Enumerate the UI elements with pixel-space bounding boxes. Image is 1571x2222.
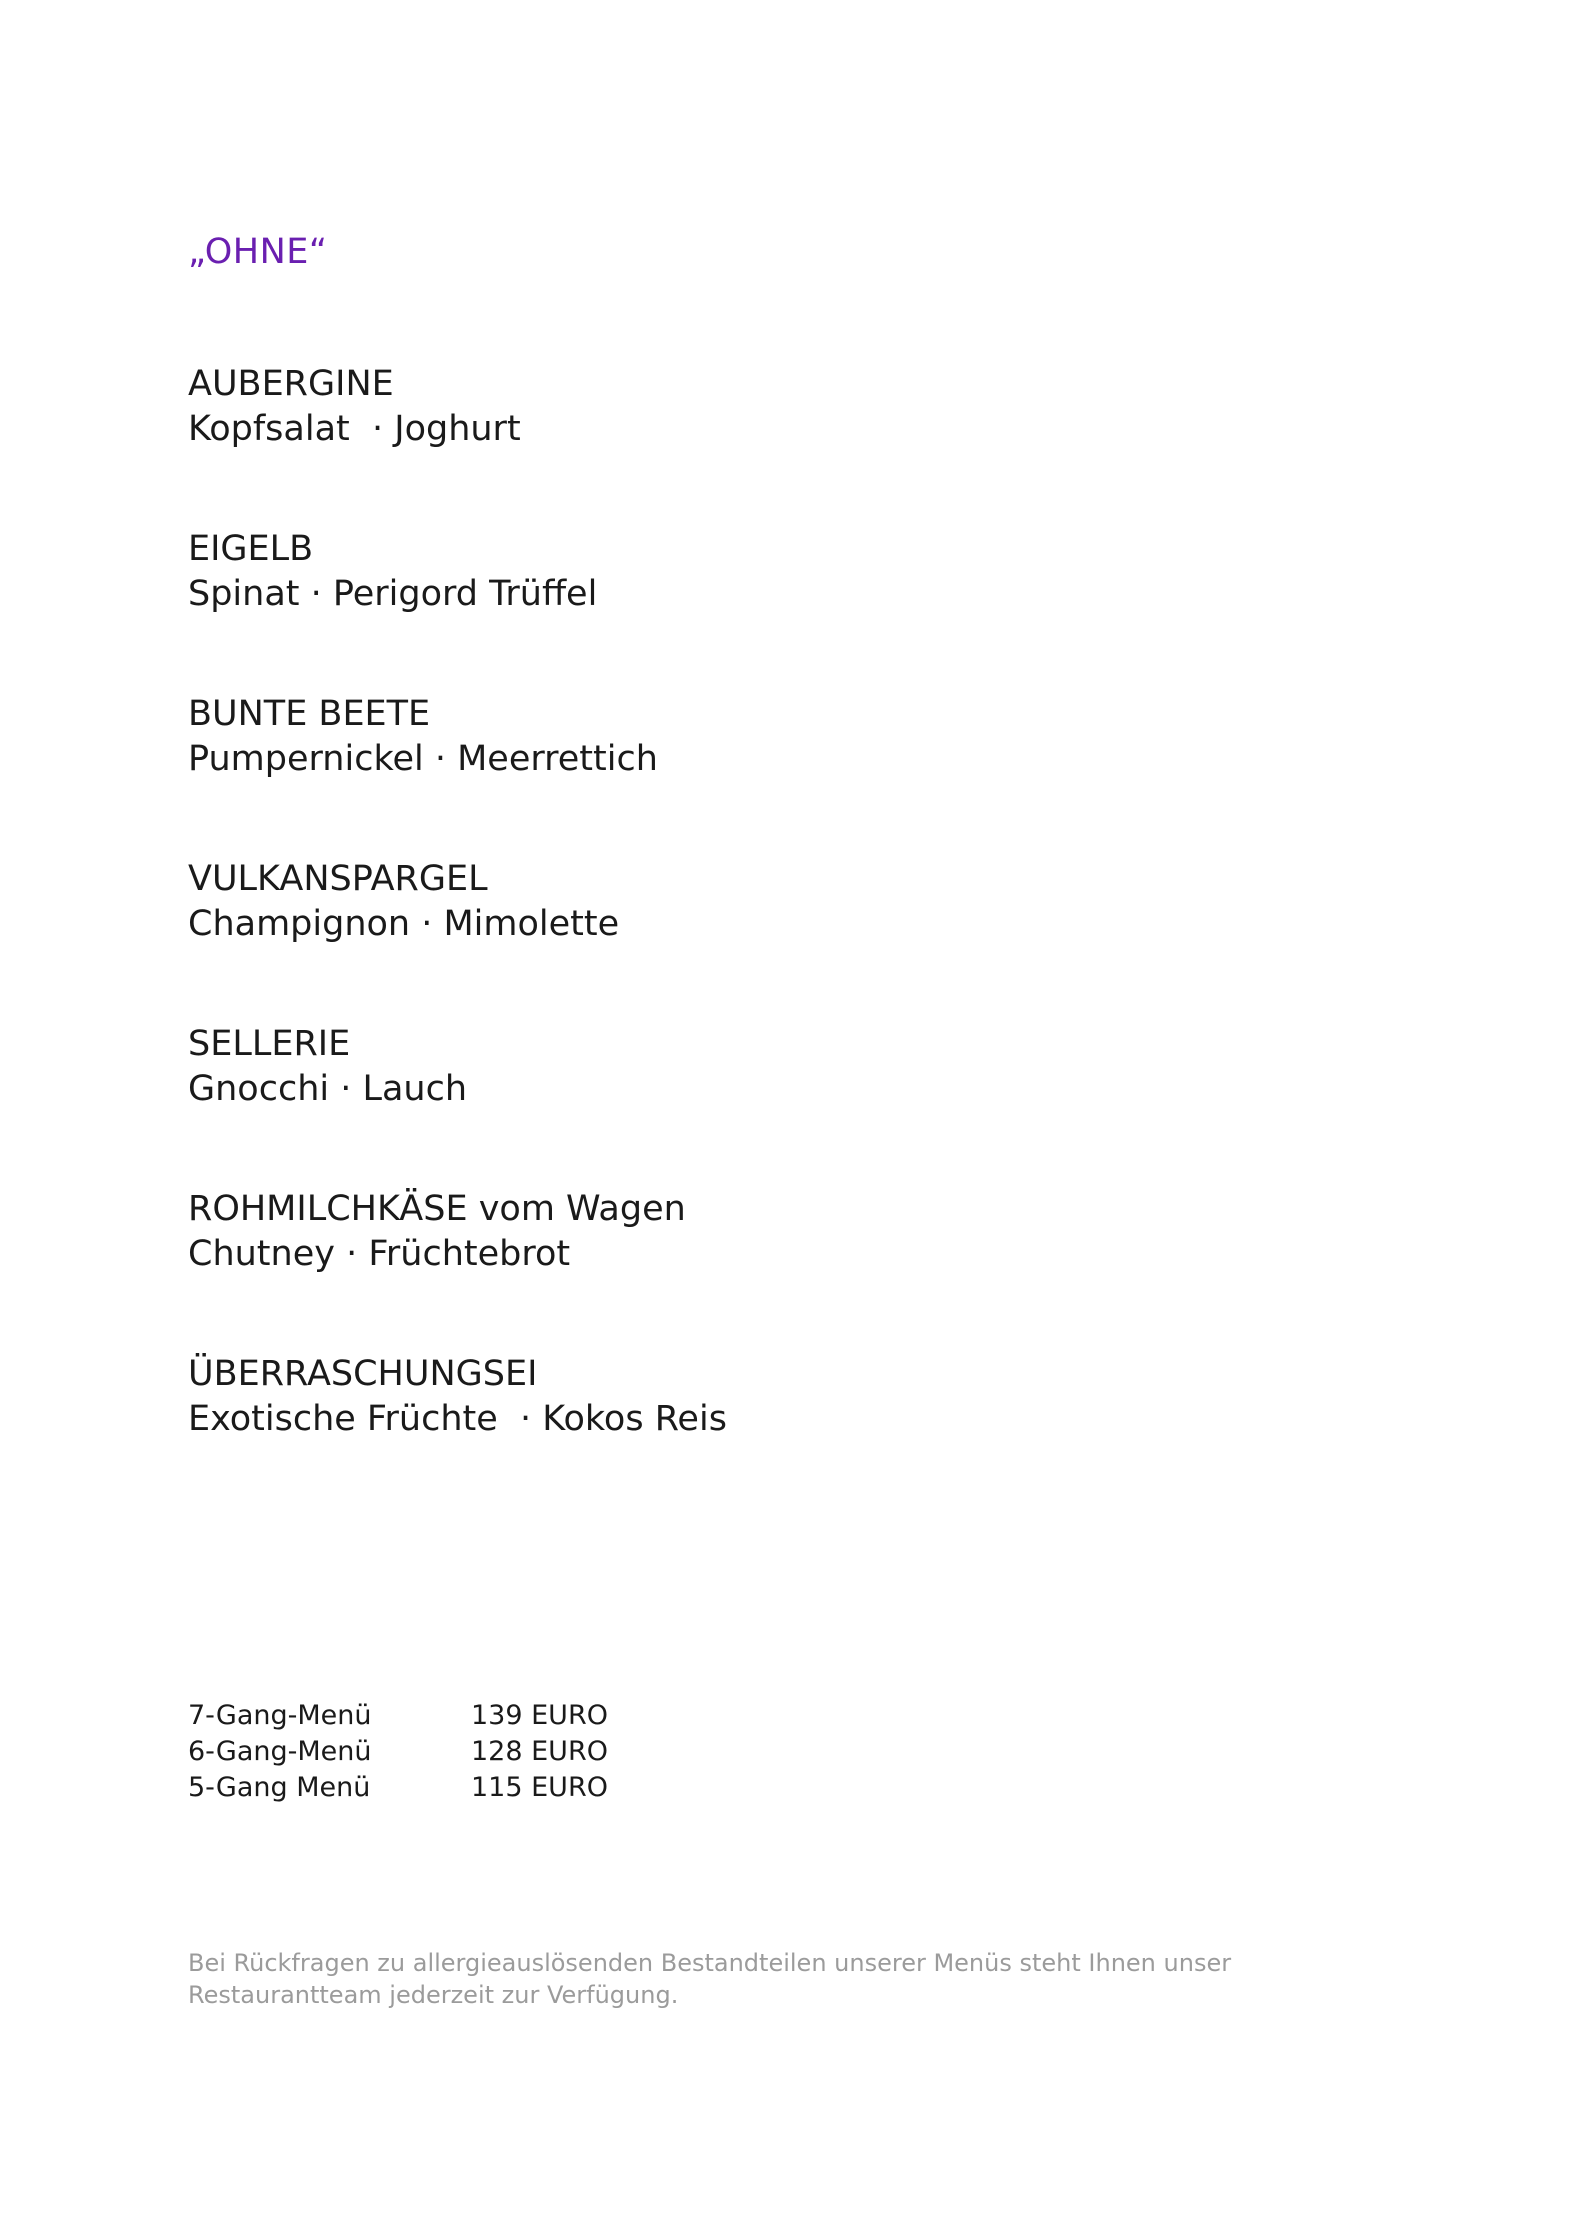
course-sides: Spinat · Perigord Trüffel xyxy=(188,574,598,614)
price-label: 5-Gang Menü xyxy=(188,1772,371,1803)
course-sides: Exotische Früchte · Kokos Reis xyxy=(188,1399,727,1439)
price-row xyxy=(188,1734,608,1770)
course-item xyxy=(188,1352,727,1517)
course-name: ROHMILCHKÄSE vom Wagen xyxy=(188,1189,686,1229)
course-name: ÜBERRASCHUNGSEI xyxy=(188,1354,538,1394)
price-row xyxy=(188,1698,608,1734)
price-value: 128 EURO xyxy=(471,1736,608,1767)
course-sides: Pumpernickel · Meerrettich xyxy=(188,739,658,779)
course-item xyxy=(188,692,727,857)
course-sides: Champignon · Mimolette xyxy=(188,904,620,944)
price-row xyxy=(188,1770,608,1806)
course-sides: Kopfsalat · Joghurt xyxy=(188,409,521,449)
course-sides: Chutney · Früchtebrot xyxy=(188,1234,571,1274)
price-label: 6-Gang-Menü xyxy=(188,1736,372,1767)
allergy-footnote: Bei Rückfragen zu allergieauslösenden Bestandteilen unserer Menüs steht Ihnen unser Restaurantteam jederzeit zur Verfügung. xyxy=(188,1949,1232,2009)
price-value: 115 EURO xyxy=(471,1772,608,1803)
course-item xyxy=(188,527,727,692)
course-name: SELLERIE xyxy=(188,1024,351,1064)
course-name: EIGELB xyxy=(188,529,314,569)
course-name: VULKANSPARGEL xyxy=(188,859,488,899)
price-value: 139 EURO xyxy=(471,1700,608,1731)
menu-title: „OHNE“ xyxy=(188,232,328,272)
course-name: AUBERGINE xyxy=(188,364,394,404)
course-sides: Gnocchi · Lauch xyxy=(188,1069,468,1109)
course-item xyxy=(188,857,727,1022)
course-item xyxy=(188,362,727,527)
price-list xyxy=(188,1698,608,1806)
menu-page xyxy=(188,0,1438,2222)
course-item xyxy=(188,1022,727,1187)
course-item xyxy=(188,1187,727,1352)
price-label: 7-Gang-Menü xyxy=(188,1700,372,1731)
course-list xyxy=(188,362,727,1517)
course-name: BUNTE BEETE xyxy=(188,694,431,734)
